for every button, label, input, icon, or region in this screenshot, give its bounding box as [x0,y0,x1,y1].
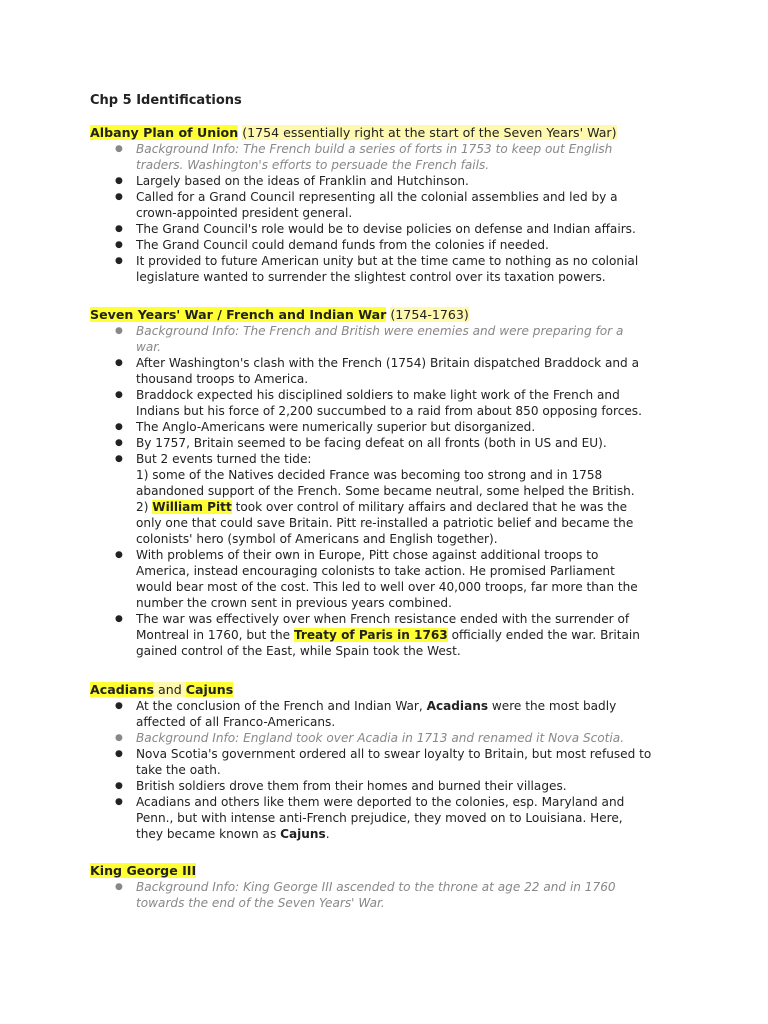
term-highlight: Acadians [90,682,155,697]
list-item: ● Braddock expected his disciplined soldiers to make light work of the French and Indians but his force of 2,200 succumbed to a raid from about 850 opposing forces. [90,387,676,419]
bullet-list [90,879,690,911]
bullet-list [90,141,690,285]
background-info-item: ● Background Info: England took over Acadia in 1713 and renamed it Nova Scotia. [90,730,676,746]
list-item: ● Called for a Grand Council representing all the colonial assemblies and led by a crown-appointed president general. [90,189,676,221]
background-info-item: ● Background Info: The French build a series of forts in 1753 to keep out English traders. Washington's efforts to persuade the French fails. [90,141,676,173]
list-item: ● The Anglo-Americans were numerically superior but disorganized. [90,419,676,435]
term-highlight: Treaty of Paris in 1763 [293,628,448,642]
term-highlight: Albany Plan of Union [90,125,239,140]
list-item: ● After Washington's clash with the French (1754) Britain dispatched Braddock and a thousand troops to America. [90,355,676,387]
heading-note: (1754-1763) [390,307,469,322]
term-highlight: Cajuns [185,682,234,697]
section-acadians-cajuns [90,682,690,842]
section-heading [90,125,690,141]
section-king-george-iii [90,863,690,911]
list-item: ● British soldiers drove them from their homes and burned their villages. [90,778,676,794]
section-heading [90,307,690,323]
term-highlight: William Pitt [152,500,232,514]
section-albany-plan [90,125,690,285]
section-heading: Acadians and Cajuns [90,682,234,697]
bullet-list [90,698,690,842]
document-title: Chp 5 Identifications [90,93,242,108]
list-item: ● Acadians and others like them were deported to the colonies, esp. Maryland and Penn., but with intense anti-French prejudice, they moved on to Louisiana. Here, they became known as Cajuns. [90,794,676,842]
list-item: ● Largely based on the ideas of Franklin and Hutchinson. [90,173,676,189]
term-highlight: King George III [90,863,197,878]
section-heading [90,863,690,879]
bullet-list [90,323,690,659]
heading-note: (1754 essentially right at the start of the Seven Years' War) [242,125,617,140]
section-seven-years-war [90,307,690,659]
list-item: ● The Grand Council could demand funds from the colonies if needed. [90,237,676,253]
background-info-item: ● Background Info: The French and British were enemies and were preparing for a war. [90,323,676,355]
list-item: ● By 1757, Britain seemed to be facing defeat on all fronts (both in US and EU). [90,435,676,451]
term-highlight: Seven Years' War / French and Indian War [90,307,387,322]
list-item: ● But 2 events turned the tide: 1) some of the Natives decided France was becoming too strong and in 1758 abandoned support of the French. Some became neutral, some helped the British. 2) William Pitt took over control of military affairs and declared that he was the only one that could save Britain. Pitt re-installed a patriotic belief and became the colonists' hero (symbol of Americans and English together). [90,451,676,547]
list-item: ● With problems of their own in Europe, Pitt chose against additional troops to America, instead encouraging colonists to take action. He promised Parliament would bear most of the cost. This led to well over 40,000 troops, far more than the number the crown sent in previous years combined. [90,547,676,611]
background-info-item: ● Background Info: King George III ascended to the throne at age 22 and in 1760 towards the end of the Seven Years' War. [90,879,676,911]
list-item: ● At the conclusion of the French and Indian War, Acadians were the most badly affected of all Franco-Americans. [90,698,676,730]
list-item: ● The war was effectively over when French resistance ended with the surrender of Montreal in 1760, but the Treaty of Paris in 1763 officially ended the war. Britain gained control of the East, while Spain took the West. [90,611,676,659]
list-item: ● Nova Scotia's government ordered all to swear loyalty to Britain, but most refused to take the oath. [90,746,676,778]
list-item: ● The Grand Council's role would be to devise policies on defense and Indian affairs. [90,221,676,237]
list-item: ● It provided to future American unity but at the time came to nothing as no colonial legislature wanted to surrender the slightest control over its taxation powers. [90,253,676,285]
